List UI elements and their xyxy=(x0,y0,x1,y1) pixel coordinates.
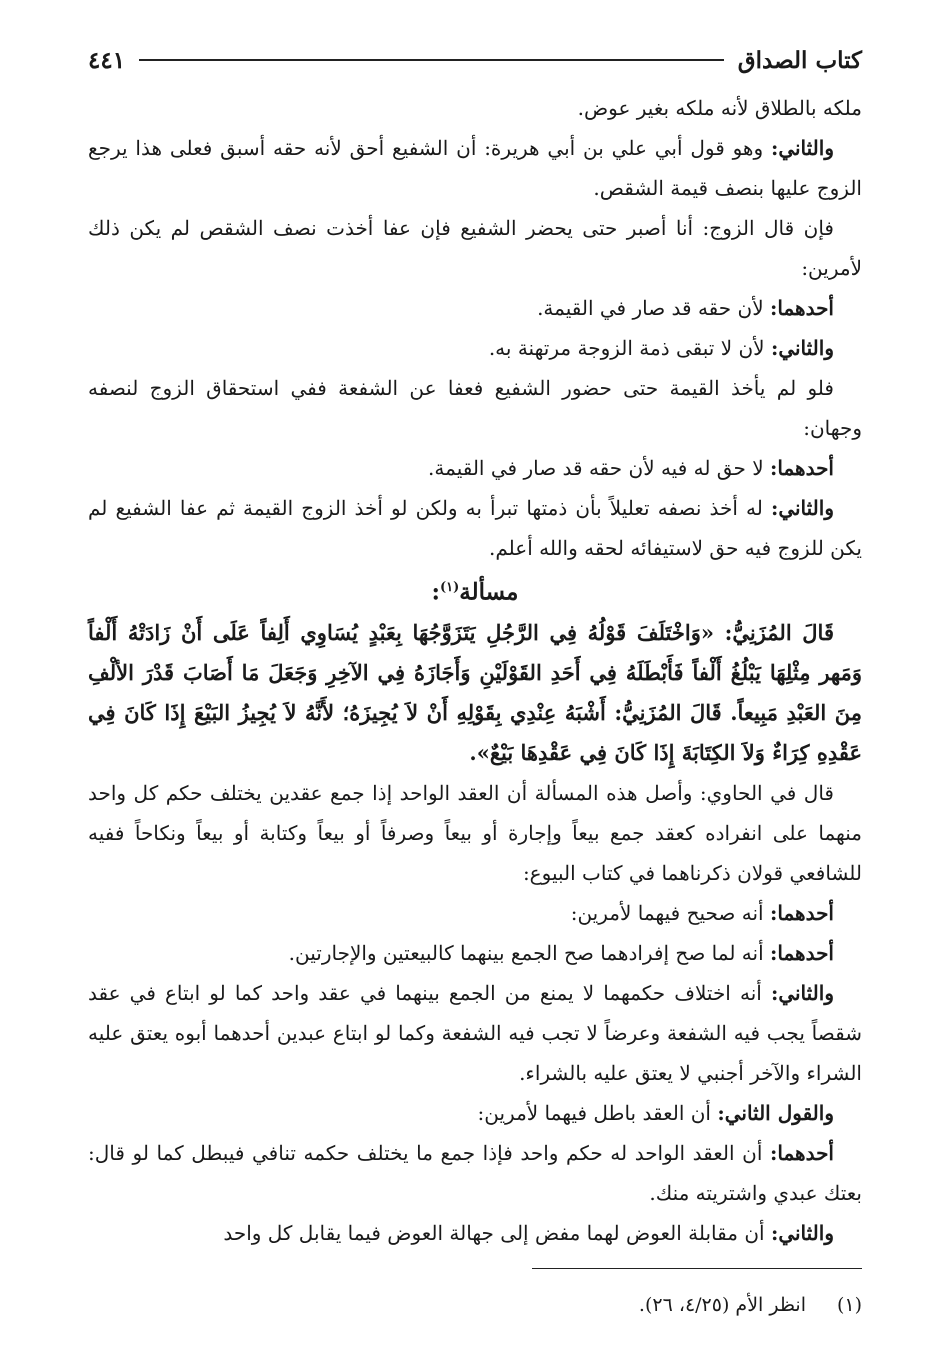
footnote-text: انظر الأم (٤/٢٥، ٢٦). xyxy=(638,1294,806,1316)
page-body xyxy=(88,88,862,1253)
paragraph-10 xyxy=(88,893,862,933)
paragraph-lead: أحدهما: xyxy=(769,940,834,965)
paragraph-3 xyxy=(88,208,862,288)
quoted-passage xyxy=(88,613,862,773)
paragraph-1 xyxy=(88,88,862,128)
paragraph-text: أن العقد باطل فيهما لأمرين: xyxy=(477,1100,718,1125)
paragraph-lead: أحدهما: xyxy=(769,456,834,480)
paragraph-13 xyxy=(88,1093,862,1133)
paragraph-12 xyxy=(88,973,862,1093)
paragraph-text: أن العقد الواحد له حكم واحد فإذا جمع ما يختلف حكمه تنافي فيبطل كما لو قال: بعتك عبدي واشتريته منك. xyxy=(88,1140,862,1205)
paragraph-text: له أخذ نصفه تعليلاً بأن ذمتها تبرأ به ولكن لو أخذ الزوج القيمة ثم عفا الشفيع لم يكن للزوج فيه حق لاستيفائه لحقه والله أعلم. xyxy=(88,496,862,560)
paragraph-5 xyxy=(88,328,862,368)
paragraph-text: لا حق له فيه لأن حقه قد صار في القيمة. xyxy=(428,456,770,480)
paragraph-text: أن مقابلة العوض لهما مفض إلى جهالة العوض فيما يقابل كل واحد xyxy=(223,1220,771,1245)
paragraph-text: ملكه بالطلاق لأنه ملكه بغير عوض. xyxy=(577,96,862,120)
paragraph-4 xyxy=(88,288,862,328)
paragraph-lead: والثاني: xyxy=(770,1220,834,1245)
footnote-number: (١) xyxy=(836,1294,862,1316)
paragraph-7 xyxy=(88,448,862,488)
paragraph-lead: والثاني: xyxy=(770,496,834,520)
paragraph-lead: والقول الثاني: xyxy=(717,1100,834,1125)
paragraph-lead: أحدهما: xyxy=(769,296,834,320)
quote-text: قَالَ المُزَنِيُّ: «وَاخْتَلَفَ قَوْلُهُ فِي الرَّجُلِ يَتَزَوَّجُهَا بِعَبْدٍ يُسَاوِي أَلِفاً عَلَى أَنْ زَادَتْهُ أَلْفاً وَمَهر مِثْلِهَا يَبْلُغُ أَلْفاً فَأَبْطَلَهُ فِي أَحَدِ القَوْلَيْنِ وَأَجَازَهُ فِي الآخِرِ وَجَعَلَ مَا أَصَابَ قَدْرَ الألْفِ مِنَ العَبْدِ مَبِيعاً. قَالَ المُزَنِيُّ: أَشْبَهُ عِنْدِي بِقَوْلِهِ أَنْ لاَ يُجِيزَهُ؛ لأَنَّهُ لاَ يُجِيزُ البَيْعَ إِذَا كَانَ فِي عَقْدِهِ كِرَاءٌ وَلاَ الكِتَابَةَ إِذَا كَانَ فِي عَقْدِهَا بَيْعٌ». xyxy=(88,619,862,765)
book-title: كتاب الصداق xyxy=(737,46,862,74)
paragraph-lead: والثاني: xyxy=(770,336,834,360)
paragraph-text: أنه اختلاف حكمهما لا يمنع من الجمع بينهما في عقد واحد كما لو ابتاع في عقد شقصاً يجب فيه الشفعة وعرضاً لا تجب فيه الشفعة وكما لو ابتاع عبدين أحدهما أبوه يعتق عليه الشراء والآخر أجنبي لا يعتق عليه بالشراء. xyxy=(88,980,862,1085)
page-number: ٤٤١ xyxy=(88,46,126,74)
paragraph-11 xyxy=(88,933,862,973)
paragraph-15 xyxy=(88,1213,862,1253)
paragraph-text: أنه صحيح فيهما لأمرين: xyxy=(570,900,770,925)
footnote-divider xyxy=(532,1268,862,1269)
paragraph-2 xyxy=(88,128,862,208)
heading-text: مسألة xyxy=(459,578,519,606)
paragraph-9 xyxy=(88,773,862,893)
paragraph-text: لأن حقه قد صار في القيمة. xyxy=(537,296,770,320)
paragraph-text: فلو لم يأخذ القيمة حتى حضور الشفيع فعفا عن الشفعة ففي استحقاق الزوج لنصفه وجهان: xyxy=(88,376,862,440)
paragraph-text: فإن قال الزوج: أنا أصبر حتى يحضر الشفيع فإن عفا أخذت نصف الشقص لم يكن ذلك لأمرين: xyxy=(88,216,862,280)
paragraph-text: وهو قول أبي علي بن أبي هريرة: أن الشفيع أحق لأنه حقه أسبق فعلى هذا يرجع الزوج عليها بنصف قيمة الشقص. xyxy=(88,136,862,200)
paragraph-14 xyxy=(88,1133,862,1213)
page-header xyxy=(88,42,862,78)
section-heading: مسألة$^{(١)}$: xyxy=(431,578,519,606)
paragraph-text: قال في الحاوي: وأصل هذه المسألة أن العقد الواحد إذا جمع عقدين يختلف حكم كل واحد منهما على انفراده كعقد جمع بيعاً وإجارة أو بيعاً وصرفاً أو بيعاً وكتابة أو بيعاً ونكاحاً ففيه للشافعي قولان ذكرناهما في كتاب البيوع: xyxy=(88,780,862,885)
paragraph-8 xyxy=(88,488,862,568)
footnote xyxy=(88,1290,862,1320)
paragraph-lead: والثاني: xyxy=(770,136,834,160)
header-rule xyxy=(139,59,724,61)
paragraph-6 xyxy=(88,368,862,448)
paragraph-lead: أحدهما: xyxy=(769,1140,834,1165)
footnote-ref: (١) xyxy=(440,580,460,595)
paragraph-text: لأن لا تبقى ذمة الزوجة مرتهنة به. xyxy=(488,336,771,360)
paragraph-lead: أحدهما: xyxy=(769,900,834,925)
paragraph-text: أنه لما صح إفرادهما صح الجمع بينهما كالبيعتين والإجارتين. xyxy=(288,940,770,965)
paragraph-lead: والثاني: xyxy=(770,980,834,1005)
